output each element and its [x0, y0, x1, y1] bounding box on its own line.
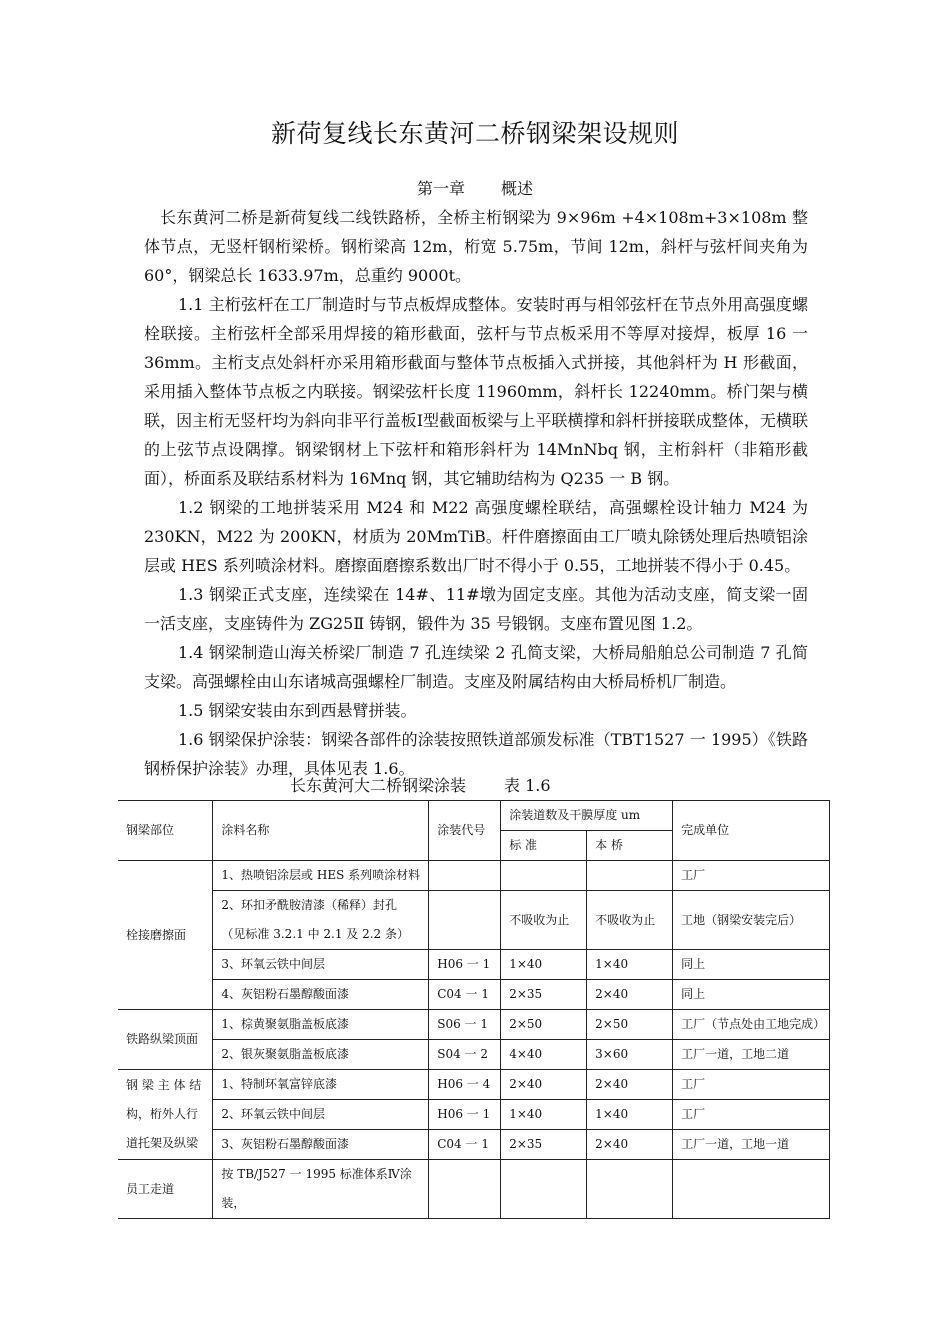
table-row: [118, 980, 830, 1010]
code-cell: H06 一 4: [429, 1070, 501, 1100]
bridge-cell: [587, 861, 673, 891]
code-cell: C04 一 1: [429, 1130, 501, 1160]
header-standard: 标 准: [501, 831, 587, 861]
header-material: 涂料名称: [213, 801, 429, 861]
unit-cell: 工厂一道，工地一道: [673, 1130, 830, 1160]
header-bridge: 本 桥: [587, 831, 673, 861]
unit-cell: 工厂: [673, 861, 830, 891]
paragraph-1-4: 1.4 钢梁制造山海关桥梁厂制造 7 孔连续梁 2 孔简支梁，大桥局船舶总公司制造 7 孔简支梁。高强螺栓由山东诸城高强螺栓厂制造。支座及附属结构由大桥局桥机厂制造。: [144, 643, 808, 691]
chapter-heading: [0, 176, 950, 199]
material-cell: 2、环扣矛酰胺清漆（稀释）封孔（见标准 3.2.1 中 2.1 及 2.2 条）: [213, 891, 429, 950]
bridge-cell: [587, 1160, 673, 1219]
paragraph-intro: 长东黄河二桥是新荷复线二线铁路桥，全桥主桁钢梁为 9×96m +4×108m+3×108m 整体节点，无竖杆钢桁梁桥。钢桁梁高 12m，桁宽 5.75m，节间 12m，斜杆与弦杆间夹角为 60°，钢梁总长 1633.97m，总重约 9000t。: [144, 208, 808, 285]
code-cell: H06 一 1: [429, 950, 501, 980]
table-row: [118, 861, 830, 891]
standard-cell: 不吸收为止: [501, 891, 587, 950]
table-row: [118, 1160, 830, 1219]
code-cell: C04 一 1: [429, 980, 501, 1010]
bridge-cell: 2×40: [587, 1070, 673, 1100]
table-label: 表 1.6: [504, 776, 551, 795]
bridge-cell: 1×40: [587, 1100, 673, 1130]
code-cell: [429, 891, 501, 950]
material-cell: 1、特制环氧富锌底漆: [213, 1070, 429, 1100]
unit-cell: 工地（钢梁安装完后）: [673, 891, 830, 950]
bridge-cell: 1×40: [587, 950, 673, 980]
body-text: [144, 203, 808, 783]
table-row: [118, 950, 830, 980]
table-row: [118, 1100, 830, 1130]
table-header-row: [118, 801, 830, 831]
table-row: [118, 1070, 830, 1100]
code-cell: S06 一 1: [429, 1010, 501, 1040]
material-cell: 3、灰铝粉石墨醇酸面漆: [213, 1130, 429, 1160]
header-layers: 涂装道数及干膜厚度 um: [501, 801, 673, 831]
material-cell: 2、环氧云铁中间层: [213, 1100, 429, 1130]
unit-cell: 同上: [673, 950, 830, 980]
bridge-cell: 2×40: [587, 1130, 673, 1160]
material-cell: 2、银灰聚氨脂盖板底漆: [213, 1040, 429, 1070]
unit-cell: 工厂（节点处由工地完成）: [673, 1010, 830, 1040]
table-row: [118, 1010, 830, 1040]
standard-cell: 2×35: [501, 980, 587, 1010]
material-cell: 3、环氧云铁中间层: [213, 950, 429, 980]
material-cell: 按 TB/J527 一 1995 标准体系Ⅳ涂装，: [213, 1160, 429, 1219]
code-cell: [429, 861, 501, 891]
standard-cell: [501, 861, 587, 891]
standard-cell: 2×50: [501, 1010, 587, 1040]
document-title: 新荷复线长东黄河二桥钢梁架设规则: [270, 119, 679, 148]
bridge-cell: 3×60: [587, 1040, 673, 1070]
group-cell: 铁路纵梁顶面: [118, 1010, 213, 1070]
standard-cell: 2×35: [501, 1130, 587, 1160]
unit-cell: 工厂一道，工地二道: [673, 1040, 830, 1070]
bridge-cell: 2×50: [587, 1010, 673, 1040]
group-cell: 钢 梁 主 体 结 构，桁外人行道托架及纵梁: [118, 1070, 213, 1160]
code-cell: H06 一 1: [429, 1100, 501, 1130]
material-cell: 1、棕黄聚氨脂盖板底漆: [213, 1010, 429, 1040]
code-cell: S04 一 2: [429, 1040, 501, 1070]
standard-cell: 4×40: [501, 1040, 587, 1070]
header-unit: 完成单位: [673, 801, 830, 861]
header-part: 钢梁部位: [118, 801, 213, 861]
bridge-cell: 2×40: [587, 980, 673, 1010]
unit-cell: [673, 1160, 830, 1219]
group-cell: 员工走道: [118, 1160, 213, 1219]
code-cell: [429, 1160, 501, 1219]
unit-cell: 工厂: [673, 1100, 830, 1130]
material-cell: 4、灰铝粉石墨醇酸面漆: [213, 980, 429, 1010]
chapter-number: 第一章: [416, 179, 465, 198]
group-cell: 栓接磨擦面: [118, 861, 213, 1010]
table-row: [118, 891, 830, 950]
paragraph-1-5: 1.5 钢梁安装由东到西悬臂拼装。: [178, 701, 417, 720]
coating-table: [118, 800, 830, 1219]
header-code: 涂装代号: [429, 801, 501, 861]
table-title: 长东黄河大二桥钢梁涂装: [290, 776, 467, 795]
standard-cell: 2×40: [501, 1070, 587, 1100]
paragraph-1-2: 1.2 钢梁的工地拼装采用 M24 和 M22 高强度螺栓联结，高强螺栓设计轴力 M24 为 230KN，M22 为 200KN，材质为 20MmTiB。杆件磨擦面由工厂喷丸除锈处理后热喷铝涂层或 HES 系列喷涂材料。磨擦面磨擦系数出厂时不得小于 0.55，工地拼装不得小于 0.45。: [144, 498, 808, 575]
paragraph-1-6: 1.6 钢梁保护涂装：钢梁各部件的涂装按照铁道部颁发标准（TBT1527 一 1995）《铁路钢桥保护涂装》办理，具体见表 1.6。: [144, 730, 808, 778]
standard-cell: 1×40: [501, 950, 587, 980]
paragraph-1-1: 1.1 主桁弦杆在工厂制造时与节点板焊成整体。安装时再与相邻弦杆在节点外用高强度螺栓联接。主桁弦杆全部采用焊接的箱形截面，弦杆与节点板采用不等厚对接焊，板厚 16 一 36mm。主桁支点处斜杆亦采用箱形截面与整体节点板插入式拼接，其他斜杆为 H 形截面，采用插入整体节点板之内联接。钢梁弦杆长度 11960mm，斜杆长 12240mm。桥门架与横联，因主桁无竖杆均为斜向非平行盖板Ⅰ型截面板梁与上平联横撑和斜杆拼接联成整体，无横联的上弦节点设隅撑。钢梁钢材上下弦杆和箱形斜杆为 14MnNbq 钢，主桁斜杆（非箱形截面），桥面系及联结系材料为 16Mnq 钢，其它辅助结构为 Q235 一 B 钢。: [144, 295, 808, 488]
bridge-cell: 不吸收为止: [587, 891, 673, 950]
chapter-name: 概述: [501, 179, 534, 198]
unit-cell: 工厂: [673, 1070, 830, 1100]
table-row: [118, 1040, 830, 1070]
material-cell: 1、热喷铝涂层或 HES 系列喷涂材料: [213, 861, 429, 891]
standard-cell: [501, 1160, 587, 1219]
paragraph-1-3: 1.3 钢梁正式支座，连续梁在 14#、11#墩为固定支座。其他为活动支座，简支梁一固一活支座，支座铸件为 ZG25Ⅱ 铸钢，锻件为 35 号锻钢。支座布置见图 1.2。: [144, 585, 808, 633]
unit-cell: 同上: [673, 980, 830, 1010]
table-row: [118, 1130, 830, 1160]
standard-cell: 1×40: [501, 1100, 587, 1130]
